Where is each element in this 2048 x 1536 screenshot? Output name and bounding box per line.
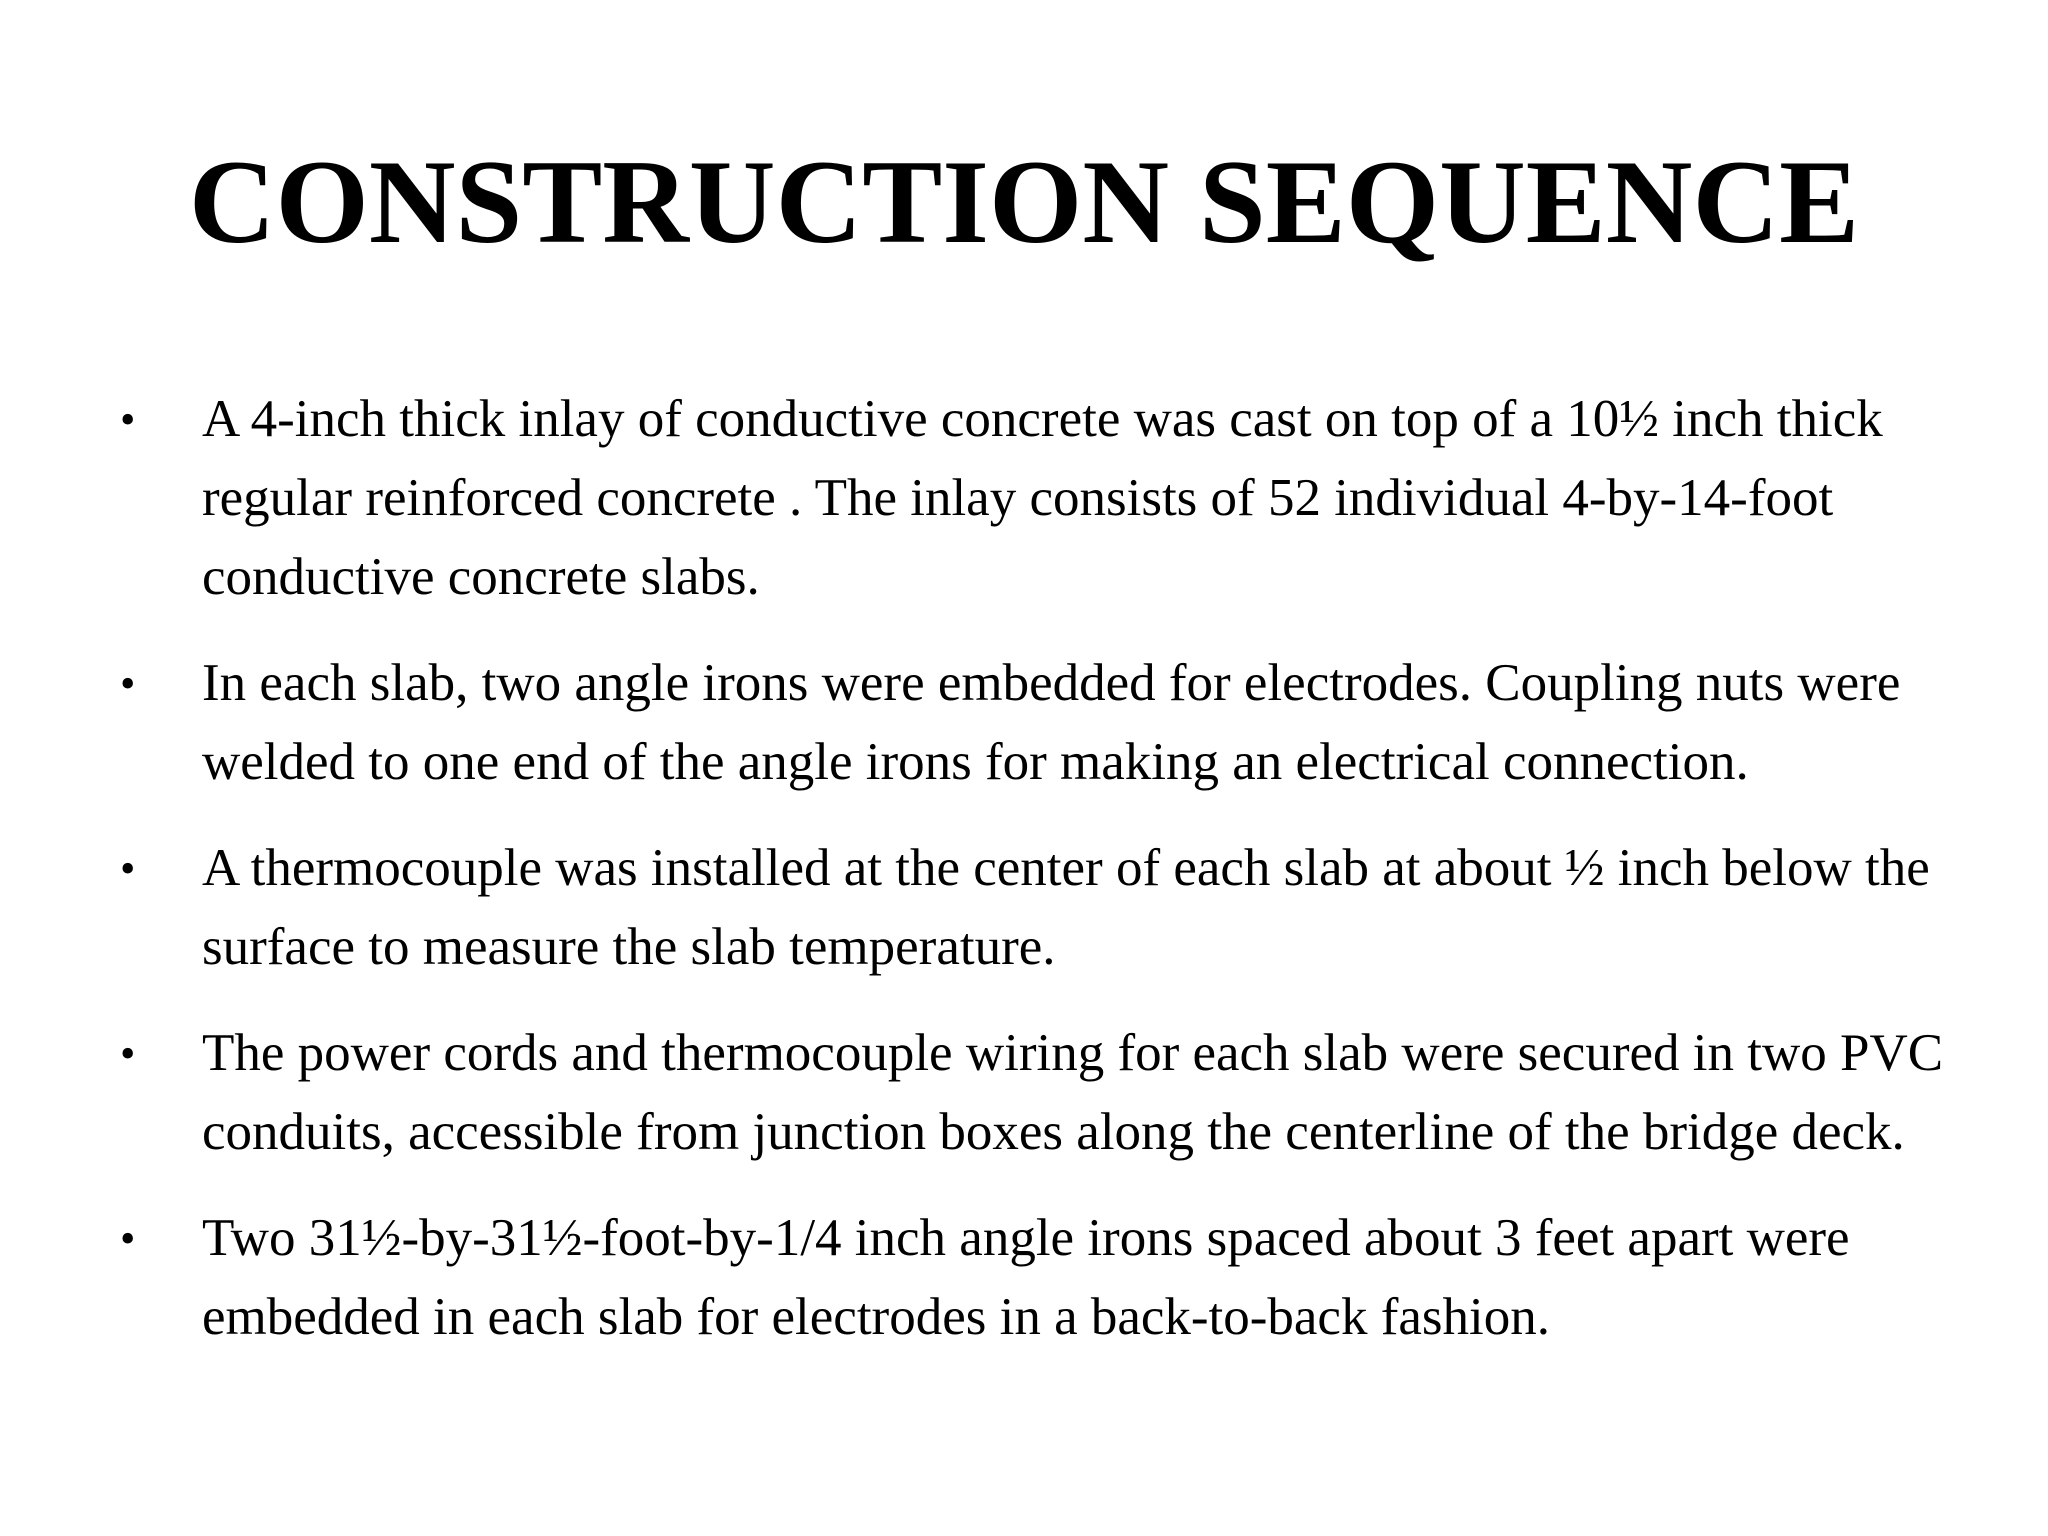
bullet-text: Two 31½-by-31½-foot-by-1/4 inch angle irons spaced about 3 feet apart were embedded in each slab for electrodes in a back-to-back fashion. (202, 1209, 1850, 1346)
bullet-item (120, 380, 1950, 617)
bullet-text: The power cords and thermocouple wiring for each slab were secured in two PVC conduits, accessible from junction boxes along the centerline of the bridge deck. (202, 1024, 1944, 1161)
bullet-icon: • (120, 1029, 136, 1078)
slide-title: CONSTRUCTION SEQUENCE (188, 135, 1860, 268)
bullet-icon: • (120, 1214, 136, 1263)
bullet-item (120, 1199, 1950, 1357)
bullet-list (120, 380, 1950, 1384)
bullet-item (120, 829, 1950, 987)
bullet-text: In each slab, two angle irons were embedded for electrodes. Coupling nuts were welded to one end of the angle irons for making an electrical connection. (202, 654, 1901, 791)
bullet-item (120, 1014, 1950, 1172)
bullet-icon: • (120, 844, 136, 893)
bullet-icon: • (120, 659, 136, 708)
bullet-text: A 4-inch thick inlay of conductive concrete was cast on top of a 10½ inch thick regular reinforced concrete . The inlay consists of 52 individual 4-by-14-foot conductive concrete slabs. (202, 390, 1883, 606)
bullet-item (120, 644, 1950, 802)
bullet-icon: • (120, 395, 136, 444)
bullet-text: A thermocouple was installed at the center of each slab at about ½ inch below the surface to measure the slab temperature. (202, 839, 1930, 976)
